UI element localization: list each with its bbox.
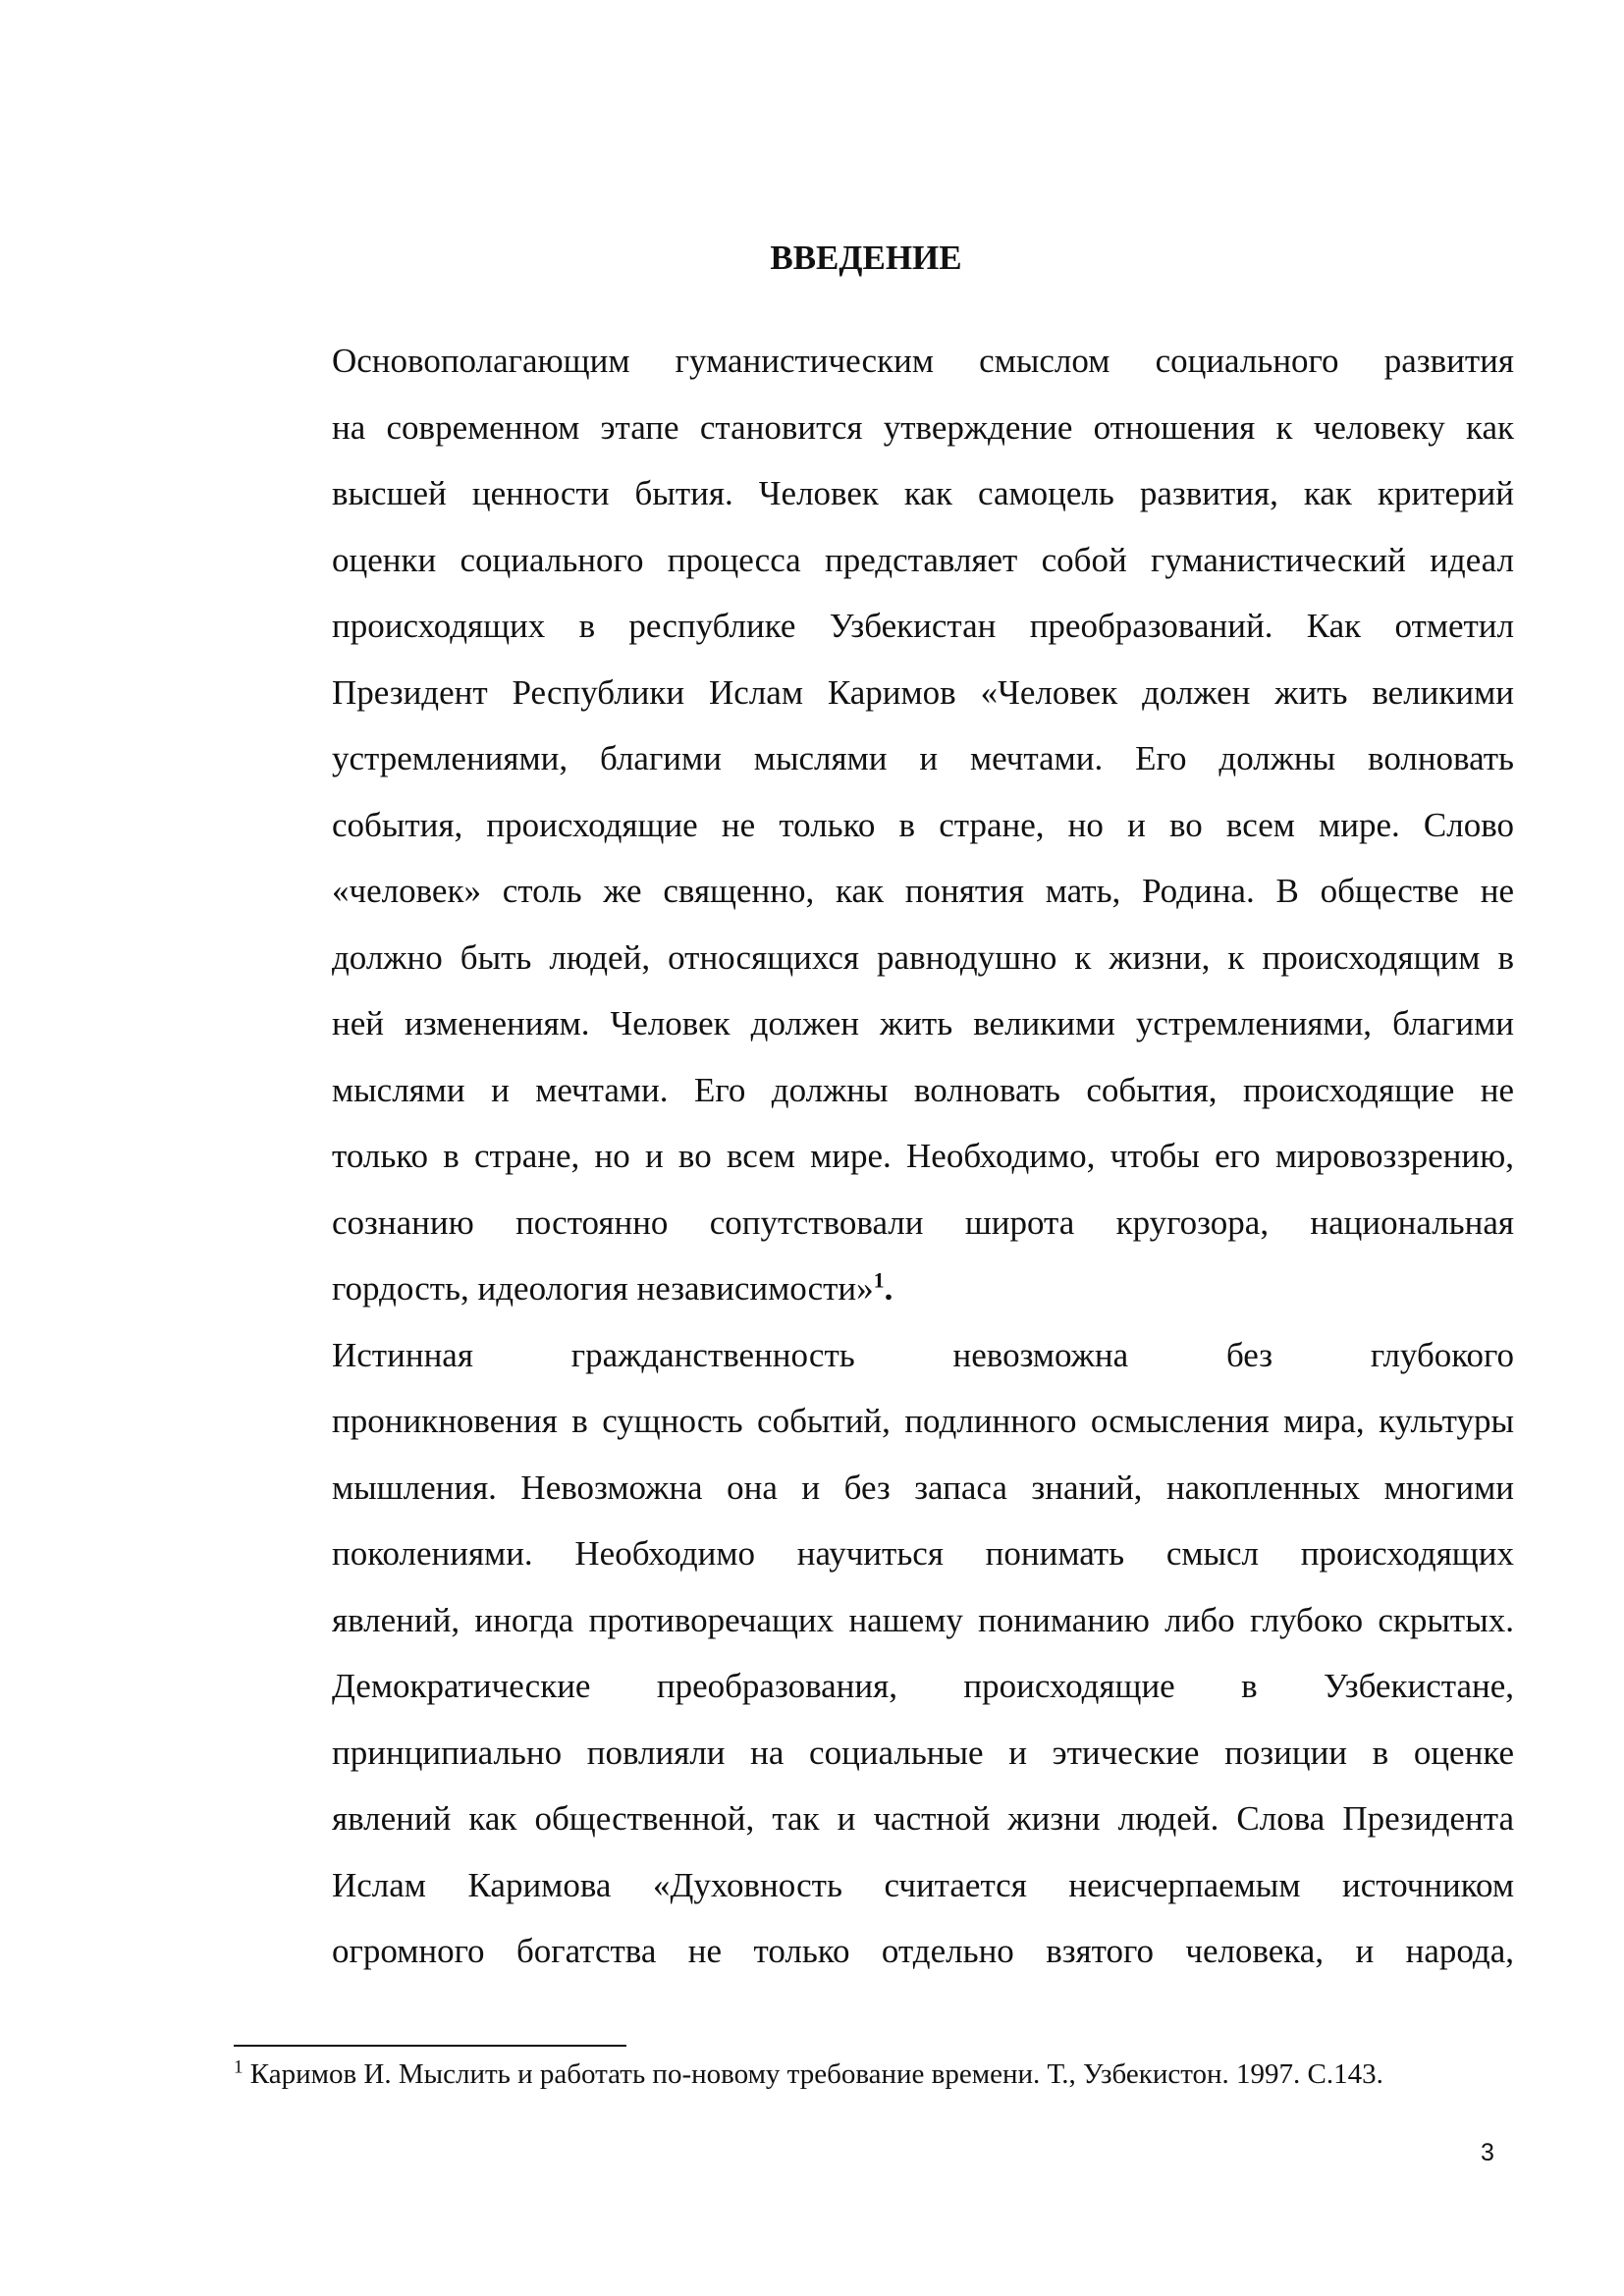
paragraph-1 — [234, 328, 1514, 1322]
p2-line: явлений, иногда противоречащих нашему пониманию либо глубоко скрытых. — [332, 1600, 1514, 1639]
p2-line: Демократические преобразования, происходящие в Узбекистане, — [332, 1667, 1514, 1705]
footnote — [234, 2055, 1514, 2095]
p1-line: сознанию постоянно сопутствовали широта кругозора, национальная — [332, 1202, 1514, 1242]
p2-line: поколениями. Необходимо научиться понимать смысл происходящих — [332, 1534, 1514, 1573]
page-number: 3 — [1481, 2139, 1494, 2166]
footnote-marker: 1 — [234, 2056, 244, 2078]
footnote-reference[interactable]: 1 — [873, 1267, 885, 1293]
page-heading: ВВЕДЕНИЕ — [770, 239, 962, 277]
p2-line: Ислам Каримова «Духовность считается неисчерпаемым источником — [332, 1865, 1514, 1904]
p1-line: происходящих в республике Узбекистан преобразований. Как отметил — [332, 607, 1514, 645]
p1-line: должно быть людей, относящихся равнодушно к жизни, к происходящим в — [332, 937, 1514, 977]
footnote-text: Каримов И. Мыслить и работать по-новому требование времени. Т., Узбекистон. 1997. С.143. — [243, 2058, 1383, 2090]
p1-line: Президент Республики Ислам Каримов «Человек должен жить великими — [332, 672, 1514, 712]
p1-line: высшей ценности бытия. Человек как самоцель развития, как критерий — [332, 474, 1514, 512]
p2-line: принципиально повлияли на социальные и этические позиции в оценке — [332, 1733, 1514, 1772]
p1-line: оценки социального процесса представляет собой гуманистический идеал — [332, 540, 1514, 579]
p1-line: только в стране, но и во всем мире. Необходимо, чтобы его мировоззрению, — [332, 1137, 1514, 1175]
p2-line: огромного богатства не только отдельно взятого человека, и народа, — [332, 1932, 1514, 1970]
p1-line: на современном этапе становится утверждение отношения к человеку как — [332, 407, 1514, 447]
p1-line: события, происходящие не только в стране, но и во всем мире. Слово — [332, 805, 1514, 844]
paragraph-2 — [234, 1322, 1514, 1985]
p1-line-last — [234, 1255, 1514, 1322]
p1-last-text: гордость, идеология независимости» — [332, 1269, 874, 1308]
p1-line: устремлениями, благими мыслями и мечтами. Его должны волновать — [332, 739, 1514, 777]
body-text — [234, 328, 1514, 1985]
footnote-separator — [234, 2045, 626, 2047]
p1-line: Основополагающим гуманистическим смыслом социального развития — [332, 342, 1514, 380]
trailing-period: . — [884, 1269, 893, 1308]
p2-line: Истинная гражданственность невозможна без глубокого — [332, 1335, 1514, 1374]
p1-line: ней изменениям. Человек должен жить великими устремлениями, благими — [332, 1004, 1514, 1042]
p1-line: «человек» столь же священно, как понятия мать, Родина. В обществе не — [332, 872, 1514, 910]
p2-line: явлений как общественной, так и частной жизни людей. Слова Президента — [332, 1799, 1514, 1838]
p2-line: проникновения в сущность событий, подлинного осмысления мира, культуры — [332, 1402, 1514, 1440]
p2-line: мышления. Невозможна она и без запаса знаний, накопленных многими — [332, 1468, 1514, 1507]
p1-line: мыслями и мечтами. Его должны волновать события, происходящие не — [332, 1070, 1514, 1109]
